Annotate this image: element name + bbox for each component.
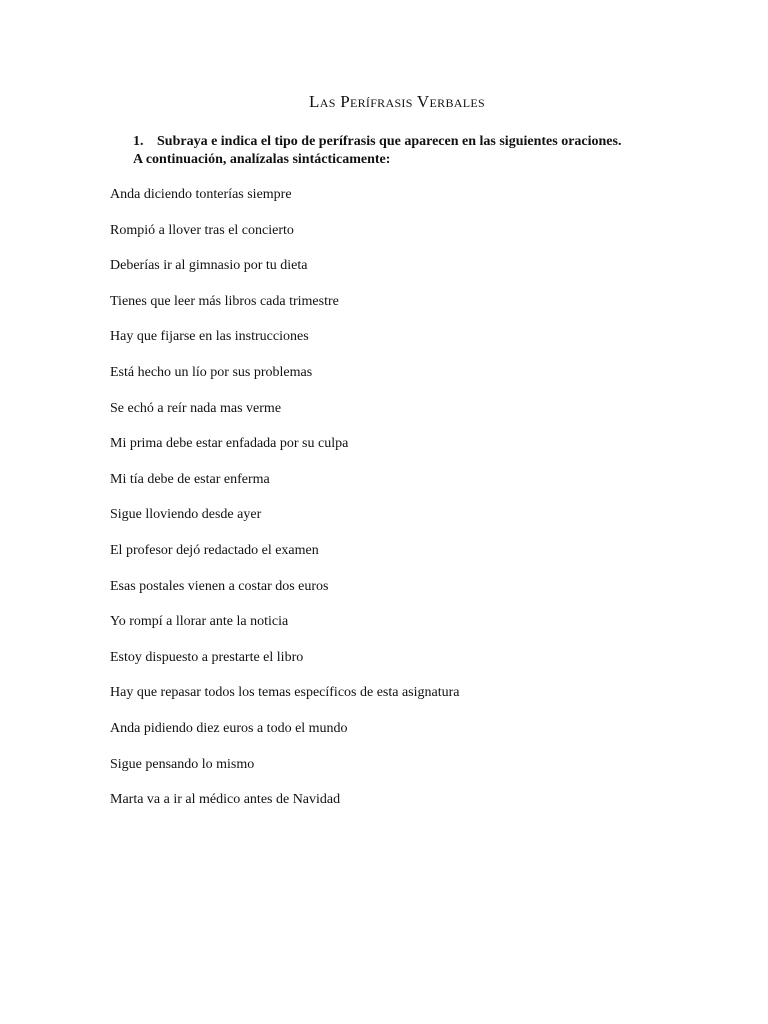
sentence-item: El profesor dejó redactado el examen [110, 542, 319, 558]
sentence-item: Marta va a ir al médico antes de Navidad [110, 792, 341, 808]
sentence-item: Deberías ir al gimnasio por tu dieta [110, 258, 308, 274]
sentence-item: Rompió a llover tras el concierto [110, 222, 294, 238]
sentence-item: Anda pidiendo diez euros a todo el mundo [110, 720, 348, 736]
sentence-item: Está hecho un lío por sus problemas [110, 364, 313, 380]
sentence-item: Yo rompí a llorar ante la noticia [110, 614, 289, 630]
sentence-list [110, 185, 460, 826]
sentence-item: Estoy dispuesto a prestarte el libro [110, 649, 304, 665]
sentence-item: Sigue lloviendo desde ayer [110, 507, 262, 523]
document-title: Las Perífrasis Verbales [309, 92, 485, 111]
sentence-item: Mi prima debe estar enfadada por su culpa [110, 436, 349, 452]
sentence-item: Sigue pensando lo mismo [110, 756, 255, 772]
sentence-item: Hay que repasar todos los temas específicos de esta asignatura [110, 685, 460, 701]
exercise-instruction [133, 133, 693, 169]
instruction-line-2: A continuación, analízalas sintácticamente: [133, 152, 391, 167]
exercise-number: 1. [133, 134, 144, 149]
sentence-item: Mi tía debe de estar enferma [110, 471, 270, 487]
instruction-line-1: Subraya e indica el tipo de perífrasis que aparecen en las siguientes oraciones. [157, 134, 622, 149]
sentence-item: Anda diciendo tonterías siempre [110, 187, 292, 202]
sentence-item: Esas postales vienen a costar dos euros [110, 578, 329, 594]
sentence-item: Hay que fijarse en las instrucciones [110, 329, 309, 345]
sentence-item: Tienes que leer más libros cada trimestre [110, 293, 339, 309]
sentence-item: Se echó a reír nada mas verme [110, 400, 282, 416]
